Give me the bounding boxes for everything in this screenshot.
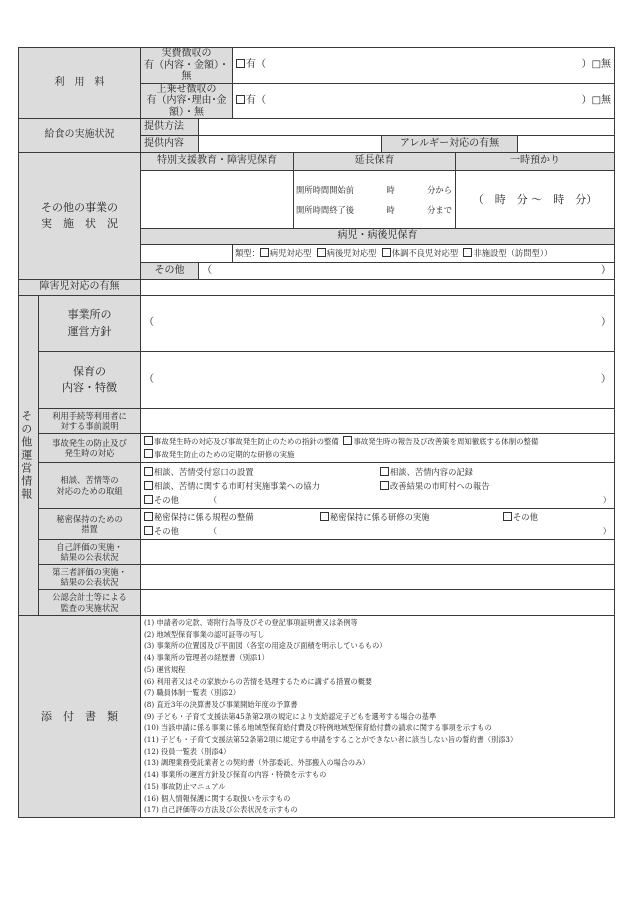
complaint-checkbox-2[interactable] [380,467,389,476]
audit-field[interactable] [141,590,615,616]
complaint-label: 相談、苦情等の 対応のための取組 [39,463,141,509]
temporary-care-field[interactable]: （ 時 分 ～ 時 分） [456,171,615,229]
meal-content-field[interactable] [199,136,382,153]
confidential-checkbox-3[interactable] [503,512,512,521]
special-support-field[interactable] [141,171,294,229]
accident-field[interactable]: 事故発生時の対応及び事故発生防止のための指針の整備 事故発生時の報告及び改善策を周知徹底する体制の整備 事故発生防止のための定期的な研修の実施 [141,434,615,463]
complaint-checkbox-4[interactable] [380,481,389,490]
allergy-label: アレルギー対応の有無 [382,136,518,153]
sick-child-header: 病児・病後児保育 [141,229,615,245]
disability-field[interactable] [141,280,615,296]
attachment-item: (8) 直近3年の決算書及び事業開始年度の予算書 [144,699,298,709]
attachment-item: (5) 運営規程 [144,664,186,674]
attachment-item: (4) 事業所の管理者の経歴書（別添1） [144,653,269,663]
extended-care-header: 延長保育 [294,153,456,171]
special-support-header: 特別支援教育・障害児保育 [141,153,294,171]
attachment-item: (2) 地域型保育事業の認可証等の写し [144,629,265,639]
procedure-label: 利用手続等利用者に 対する事前説明 [39,409,141,434]
complaint-checkbox-3[interactable] [144,481,153,490]
allergy-field[interactable] [518,136,615,153]
accident-label: 事故発生の防止及び 発生時の対応 [39,434,141,463]
attachment-item: (9) 子ども・子育て支援法第45条第2項の規定により支給認定子どもを選考する場合の基準 [144,711,437,721]
confidential-checkbox-2[interactable] [320,512,329,521]
childcare-label: 保育の 内容・特徴 [39,352,141,409]
attachment-item: (10) 当該申請に係る事業に係る地域型保育給付費及び特例地域型保育給付費の請求に関する事項を示すもの [144,723,492,733]
type-checkbox-3[interactable] [382,248,391,257]
attachments-list [141,616,615,818]
surcharge-label: 上乗せ徴収の 有（内容･理由･金額）・無 [141,83,233,119]
actual-cost-label: 実費徴収の 有（内容・金額）・無 [141,48,233,84]
meal-method-label: 提供方法 [141,119,199,136]
attachment-item: (6) 利用者又はその家族からの苦情を処理するために講ずる措置の概要 [144,676,373,686]
other-services-other-field[interactable]: （ ） [199,263,615,280]
attachment-item: (14) 事業所の運営方針及び保育の内容・特徴を示すもの [144,770,327,780]
self-eval-label: 自己評価の実施・ 結果の公表状況 [39,540,141,565]
meal-content-label: 提供内容 [141,136,199,153]
attachment-item: (11) 子ども・子育て支援法第52条第2項に規定する申請をすることができない者に該当しない旨の誓約書（別添3） [144,735,518,745]
accident-checkbox-1[interactable] [144,436,153,445]
attachments-label: 添 付 書 類 [19,616,141,818]
sick-child-blank [141,245,233,263]
meal-label: 給食の実施状況 [19,119,141,153]
complaint-checkbox-1[interactable] [144,467,153,476]
temporary-care-header: 一時預かり [456,153,615,171]
attachment-item: (1) 申請者の定款、寄附行為等及びその登記事項証明書又は条例等 [144,618,358,628]
application-form-table [18,47,615,818]
other-services-label: その他の事業の 実 施 状 況 [19,153,141,280]
attachment-item: (13) 調理業務受託業者との契約書（外部委託、外部搬入の場合のみ） [144,758,370,768]
actual-cost-yes-checkbox[interactable] [236,59,245,68]
attachment-item: (17) 自己評価等の方法及び公表状況を示すもの [144,805,298,815]
childcare-field[interactable]: （ ） [141,352,615,409]
attachment-item: (12) 役員一覧表（別添4） [144,746,231,756]
attachment-item: (16) 個人情報保護に関する取扱いを示すもの [144,793,291,803]
type-checkbox-1[interactable] [260,248,269,257]
confidential-checkbox-1[interactable] [144,512,153,521]
confidential-label: 秘密保持のための 措置 [39,509,141,540]
meal-method-field[interactable] [199,119,615,136]
disability-label: 障害児対応の有無 [19,280,141,296]
surcharge-yes-checkbox[interactable] [236,95,245,104]
sick-child-types[interactable]: 類型： 病児対応型 病後児対応型 体調不良児対応型 非施設型（訪問型）） [233,245,615,263]
policy-field[interactable]: （ ） [141,296,615,352]
operations-label: その他運営情報 [19,296,39,616]
complaint-field[interactable]: 相談、苦情受付窓口の設置 相談、苦情内容の記録 相談、苦情に関する市町村実施事業への協力 改善結果の市町村への報告 その他 （ ） [141,463,615,509]
procedure-field[interactable] [141,409,615,434]
third-eval-label: 第三者評価の実施・ 結果の公表状況 [39,565,141,590]
surcharge-field[interactable]: 有（ ）□無 [233,83,615,119]
fee-label: 利 用 料 [19,48,141,119]
other-services-other-label: その他 [141,263,199,280]
actual-cost-field[interactable]: 有（ ）□無 [233,48,615,84]
confidential-field[interactable]: 秘密保持に係る規程の整備 秘密保持に係る研修の実施 その他 その他 （ ） [141,509,615,540]
extended-care-field[interactable]: 開所時間開始前 時 分から 開所時間終了後 時 分まで [294,171,456,229]
accident-checkbox-2[interactable] [343,436,352,445]
confidential-other-checkbox[interactable] [144,526,153,535]
attachment-item: (7) 職員体制一覧表（別添2） [144,688,241,698]
third-eval-field[interactable] [141,565,615,590]
self-eval-field[interactable] [141,540,615,565]
audit-label: 公認会計士等による 監査の実施状況 [39,590,141,616]
accident-checkbox-3[interactable] [144,449,153,458]
attachment-item: (3) 事業所の位置図及び平面図（各室の用途及び面積を明示しているもの） [144,641,387,651]
type-checkbox-2[interactable] [317,248,326,257]
type-checkbox-4[interactable] [463,248,472,257]
policy-label: 事業所の 運営方針 [39,296,141,352]
complaint-other-checkbox[interactable] [144,495,153,504]
attachment-item: (15) 事故防止マニュアル [144,781,226,791]
